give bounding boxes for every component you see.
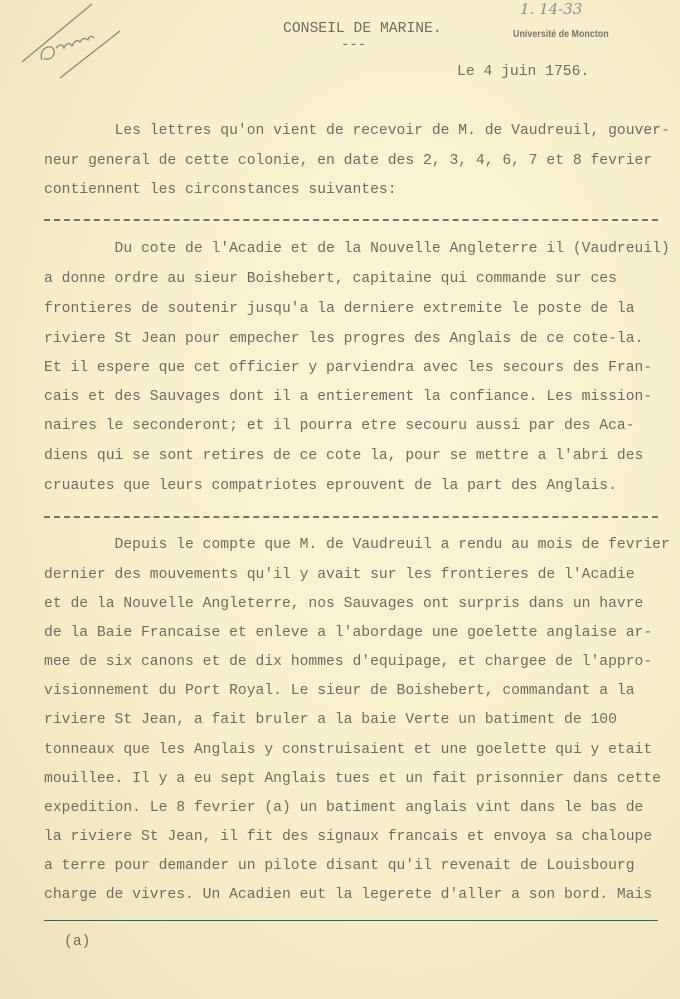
- text-line: riviere St Jean, a fait bruler a la baie Verte un batiment de 100: [44, 712, 617, 728]
- text-line: cais et des Sauvages dont il a entierement la confiance. Les mission-: [44, 389, 653, 405]
- dashed-separator: [44, 516, 658, 518]
- handwritten-annotation: [20, 2, 120, 82]
- text-line: la riviere St Jean, il fit des signaux francais et envoya sa chaloupe: [44, 829, 653, 845]
- text-line: cruautes que leurs compatriotes eprouvent de la part des Anglais.: [44, 478, 617, 494]
- dashed-separator: [44, 219, 658, 221]
- library-stamp: Université de Moncton: [513, 28, 609, 40]
- footnote-marker: (a): [64, 934, 91, 950]
- text-line: neur general de cette colonie, en date des 2, 3, 4, 6, 7 et 8 fevrier: [44, 153, 653, 169]
- text-line: naires le seconderont; et il pourra etre secouru aussi par des Aca-: [44, 418, 635, 434]
- text-line: Les lettres qu'on vient de recevoir de M. de Vaudreuil, gouver-: [44, 123, 670, 139]
- text-line: de la Baie Francaise et enleve a l'abordage une goelette anglaise ar-: [44, 625, 653, 641]
- text-line: mouillee. Il y a eu sept Anglais tues et un fait prisonnier dans cette: [44, 771, 661, 787]
- text-line: diens qui se sont retires de ce cote la, pour se mettre a l'abri des: [44, 448, 644, 464]
- text-line: Du cote de l'Acadie et de la Nouvelle Angleterre il (Vaudreuil): [44, 241, 670, 257]
- text-line: a donne ordre au sieur Boishebert, capitaine qui commande sur ces: [44, 271, 617, 287]
- text-line: frontieres de soutenir jusqu'a la derniere extremite le poste de la: [44, 301, 635, 317]
- document-title: CONSEIL DE MARINE.: [283, 21, 442, 37]
- text-line: Depuis le compte que M. de Vaudreuil a rendu au mois de fevrier: [44, 537, 670, 553]
- title-separator: ---: [341, 37, 367, 53]
- call-number: 1. 14-33: [520, 0, 583, 18]
- text-line: visionnement du Port Royal. Le sieur de Boishebert, commandant a la: [44, 683, 635, 699]
- text-line: et de la Nouvelle Angleterre, nos Sauvages ont surpris dans un havre: [44, 596, 644, 612]
- text-line: mee de six canons et de dix hommes d'equipage, et chargee de l'appro-: [44, 654, 653, 670]
- footnote-rule: [44, 920, 658, 921]
- text-line: contiennent les circonstances suivantes:: [44, 182, 397, 198]
- text-line: a terre pour demander un pilote disant qu'il revenait de Louisbourg: [44, 858, 635, 874]
- text-line: tonneaux que les Anglais y construisaient et une goelette qui y etait: [44, 742, 653, 758]
- text-line: Et il espere que cet officier y parviendra avec les secours des Fran-: [44, 360, 653, 376]
- document-date: Le 4 juin 1756.: [457, 64, 590, 80]
- text-line: riviere St Jean pour empecher les progres des Anglais de ce cote-la.: [44, 331, 644, 347]
- text-line: expedition. Le 8 fevrier (a) un batiment anglais vint dans le bas de: [44, 800, 644, 816]
- text-line: dernier des mouvements qu'il y avait sur les frontieres de l'Acadie: [44, 567, 635, 583]
- text-line: charge de vivres. Un Acadien eut la legerete d'aller a son bord. Mais: [44, 887, 653, 903]
